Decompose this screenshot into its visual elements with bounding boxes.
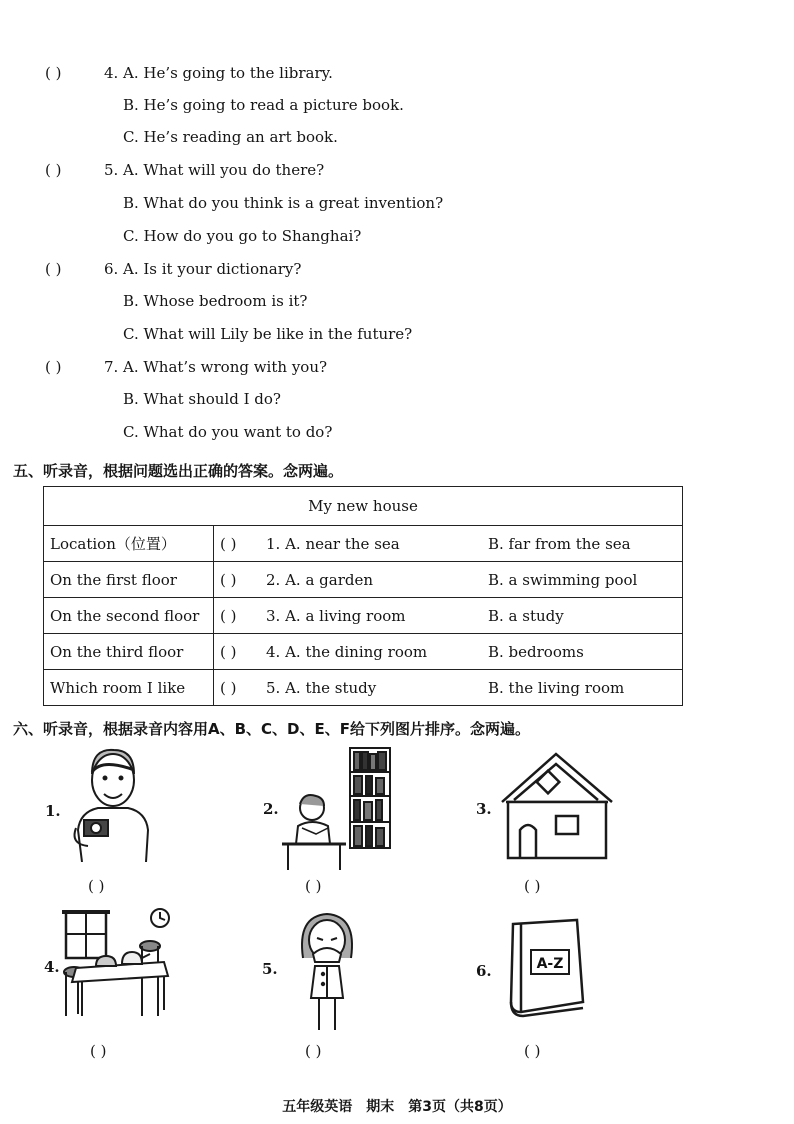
table-row xyxy=(44,598,683,634)
option-b: B. bedrooms xyxy=(488,642,584,661)
option-a: A. Is it your dictionary? xyxy=(123,260,302,278)
house-icon xyxy=(498,750,616,862)
answer-bracket[interactable]: ( ) xyxy=(45,64,62,82)
row-label: On the second floor xyxy=(44,598,214,634)
picture-number: 6. xyxy=(476,962,492,980)
picture-number: 5. xyxy=(262,960,278,978)
row-label: Location（位置） xyxy=(44,526,214,562)
option-a: 1. A. near the sea xyxy=(266,534,400,553)
answer-bracket[interactable]: ( ) xyxy=(220,678,237,697)
answer-bracket[interactable]: ( ) xyxy=(220,570,237,589)
answer-bracket[interactable]: ( ) xyxy=(305,877,322,895)
answer-bracket[interactable]: ( ) xyxy=(88,877,105,895)
option-a: 5. A. the study xyxy=(266,678,377,697)
book-label: A-Z xyxy=(536,956,564,972)
answer-bracket[interactable]: ( ) xyxy=(45,260,62,278)
option-a: A. He’s going to the library. xyxy=(123,64,333,82)
section-6-title: 六、听录音，根据录音内容用A、B、C、D、E、F给下列图片排序。念两遍。 xyxy=(13,720,530,738)
page-footer: 五年级英语 期末 第3页（共8页） xyxy=(282,1099,512,1115)
option-b: B. a study xyxy=(488,606,564,625)
row-label: On the first floor xyxy=(44,562,214,598)
option-b: B. Whose bedroom is it? xyxy=(123,292,308,310)
option-c: C. What will Lily be like in the future? xyxy=(123,325,413,343)
row-label: Which room I like xyxy=(44,670,214,706)
row-options xyxy=(214,598,683,634)
option-a: 4. A. the dining room xyxy=(266,642,428,661)
table-title: My new house xyxy=(44,487,683,526)
row-options xyxy=(214,526,683,562)
question-number: 7. xyxy=(104,358,119,376)
answer-bracket[interactable]: ( ) xyxy=(90,1042,107,1060)
dining-room-icon xyxy=(60,906,178,1024)
option-a: 2. A. a garden xyxy=(266,570,374,589)
crying-girl-icon xyxy=(293,908,361,1034)
option-c: C. How do you go to Shanghai? xyxy=(123,227,362,245)
answer-bracket[interactable]: ( ) xyxy=(220,642,237,661)
answer-bracket[interactable]: ( ) xyxy=(524,877,541,895)
option-b: B. He’s going to read a picture book. xyxy=(123,96,404,114)
option-c: C. What do you want to do? xyxy=(123,423,333,441)
table-row xyxy=(44,670,683,706)
option-b: B. a swimming pool xyxy=(488,570,638,589)
picture-number: 3. xyxy=(476,800,492,818)
option-a: 3. A. a living room xyxy=(266,606,406,625)
answer-bracket[interactable]: ( ) xyxy=(305,1042,322,1060)
boy-reading-at-desk-icon xyxy=(278,744,396,872)
row-label: On the third floor xyxy=(44,634,214,670)
picture-number: 4. xyxy=(44,958,60,976)
picture-number: 2. xyxy=(263,800,279,818)
house-table xyxy=(43,486,683,706)
table-row xyxy=(44,634,683,670)
option-a: A. What’s wrong with you? xyxy=(123,358,328,376)
picture-number: 1. xyxy=(45,802,61,820)
option-b: B. What should I do? xyxy=(123,390,281,408)
option-a: A. What will you do there? xyxy=(123,161,325,179)
answer-bracket[interactable]: ( ) xyxy=(45,358,62,376)
row-options xyxy=(214,562,683,598)
answer-bracket[interactable]: ( ) xyxy=(220,534,237,553)
option-b: B. far from the sea xyxy=(488,534,631,553)
section-5-title: 五、听录音，根据问题选出正确的答案。念两遍。 xyxy=(13,462,344,480)
option-c: C. He’s reading an art book. xyxy=(123,128,338,146)
option-b: B. the living room xyxy=(488,678,625,697)
question-number: 4. xyxy=(104,64,119,82)
dictionary-book-icon xyxy=(505,916,587,1020)
answer-bracket[interactable]: ( ) xyxy=(220,606,237,625)
option-b: B. What do you think is a great invention? xyxy=(123,194,444,212)
row-options xyxy=(214,670,683,706)
table-row xyxy=(44,526,683,562)
answer-bracket[interactable]: ( ) xyxy=(524,1042,541,1060)
question-number: 5. xyxy=(104,161,119,179)
table-row xyxy=(44,562,683,598)
question-number: 6. xyxy=(104,260,119,278)
man-with-camera-icon xyxy=(62,744,162,862)
answer-bracket[interactable]: ( ) xyxy=(45,161,62,179)
row-options xyxy=(214,634,683,670)
